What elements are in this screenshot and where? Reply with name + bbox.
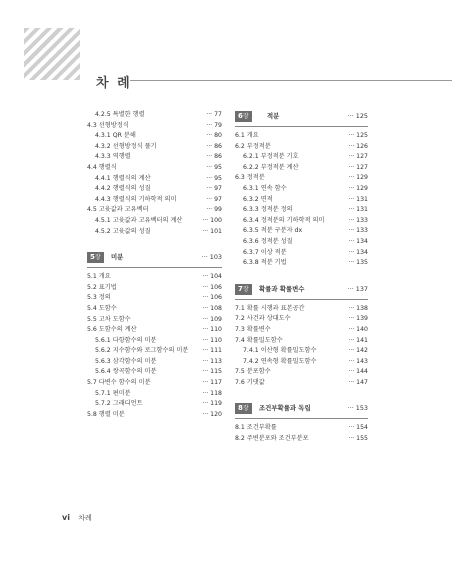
toc-entry-page: ··· 111	[202, 347, 222, 355]
toc-entry-page: ··· 129	[348, 174, 368, 182]
toc-entry-title: 8.1 조건부확률	[235, 424, 277, 432]
toc-entry-title: 4.3.3 역행렬	[95, 153, 131, 161]
toc-entry[interactable]	[87, 410, 222, 421]
toc-entry-page: ··· 77	[206, 111, 222, 118]
toc-entry[interactable]	[87, 336, 222, 347]
toc-entry-title: 4.3.2 선형방정식 풀기	[95, 142, 157, 150]
toc-entry[interactable]	[87, 216, 222, 227]
toc-entry-page: ··· 97	[206, 195, 222, 203]
decorative-stripes	[24, 28, 80, 80]
toc-entry[interactable]	[235, 173, 368, 184]
toc-entry-title: 6.3.8 적분 기법	[243, 259, 287, 267]
toc-entry[interactable]	[235, 367, 368, 378]
toc-entry[interactable]	[87, 357, 222, 368]
toc-entry-page: ··· 126	[348, 142, 368, 150]
toc-entry-title: 4.4.3 행렬식의 기하학적 의미	[95, 195, 177, 203]
chapter-title: 조건부확률과 독립	[259, 404, 311, 413]
toc-entry-page: ··· 133	[348, 216, 368, 224]
toc-entry[interactable]	[235, 325, 368, 336]
chapter-page: ··· 137	[347, 284, 368, 293]
toc-entry[interactable]	[87, 142, 222, 153]
toc-entry-page: ··· 117	[202, 379, 222, 387]
toc-column-left	[87, 110, 222, 420]
toc-entry-title: 7.4.1 이산형 확률밀도함수	[243, 347, 317, 355]
toc-entry[interactable]	[235, 304, 368, 315]
toc-entry-title: 6.3.3 정적분 정의	[243, 206, 293, 214]
toc-entry-page: ··· 110	[202, 326, 222, 334]
toc-entry[interactable]	[87, 399, 222, 410]
toc-entry-title: 6.3.5 적분 구분자 dx	[243, 227, 303, 235]
toc-entry-title: 6.2 부정적분	[235, 142, 271, 150]
chapter-title: 확률과 확률변수	[259, 284, 305, 293]
toc-entry-title: 5.1 개요	[87, 273, 111, 281]
toc-entry[interactable]	[87, 152, 222, 163]
chapter-badge: 5장	[87, 252, 104, 263]
chapter-badge: 8장	[235, 403, 252, 414]
toc-entry[interactable]	[87, 205, 222, 216]
toc-entry-title: 4.5 고윳값과 고유벡터	[87, 206, 149, 214]
toc-entry-page: ··· 79	[206, 121, 222, 129]
toc-entry-title: 5.7.2 그래디언트	[95, 400, 143, 408]
toc-entry-page: ··· 143	[348, 357, 368, 365]
toc-entry-page: ··· 86	[206, 153, 222, 161]
toc-list-chapter-5	[87, 272, 222, 420]
toc-entry-title: 5.6 도함수의 계산	[87, 326, 137, 334]
toc-entry-page: ··· 127	[348, 163, 368, 171]
toc-column-right	[235, 110, 368, 445]
toc-entry-page: ··· 129	[348, 184, 368, 192]
toc-entry[interactable]	[235, 378, 368, 389]
toc-entry-title: 5.6.1 다항함수의 미분	[95, 336, 157, 344]
toc-entry-page: ··· 134	[348, 248, 368, 256]
toc-entry[interactable]	[235, 226, 368, 237]
chapter-8-heading[interactable]	[235, 402, 368, 419]
toc-entry-page: ··· 100	[202, 216, 222, 224]
toc-entry-page: ··· 142	[348, 347, 368, 355]
toc-entry[interactable]	[87, 304, 222, 315]
toc-entry-page: ··· 144	[348, 368, 368, 376]
toc-entry-title: 4.3 선형방정식	[87, 121, 129, 129]
toc-entry-page: ··· 113	[202, 357, 222, 365]
toc-list-chapter-4	[87, 110, 222, 237]
toc-entry[interactable]	[87, 389, 222, 400]
toc-entry-title: 5.7 다변수 함수의 미분	[87, 379, 151, 387]
chapter-badge: 6장	[235, 111, 252, 122]
toc-entry-page: ··· 106	[202, 283, 222, 291]
toc-entry[interactable]	[87, 346, 222, 357]
toc-entry-title: 5.5 고차 도함수	[87, 315, 131, 323]
toc-entry-title: 7.2 사건과 상대도수	[235, 315, 291, 323]
toc-entry-page: ··· 109	[202, 315, 222, 323]
toc-entry-title: 5.3 정의	[87, 294, 111, 302]
toc-entry-title: 5.7.1 편미분	[95, 389, 131, 397]
toc-entry-title: 8.2 주변분포와 조건부분포	[235, 435, 309, 443]
toc-entry-page: ··· 135	[348, 259, 368, 267]
toc-entry[interactable]	[87, 367, 222, 378]
toc-entry-title: 6.1 개요	[235, 132, 259, 139]
toc-entry[interactable]	[235, 205, 368, 216]
toc-entry[interactable]	[87, 283, 222, 294]
toc-list-chapter-7	[235, 304, 368, 389]
chapter-page: ··· 153	[347, 404, 368, 413]
toc-entry-title: 5.8 행렬 미분	[87, 410, 125, 418]
toc-entry-title: 5.4 도함수	[87, 304, 117, 312]
toc-entry[interactable]	[235, 434, 368, 445]
toc-entry-page: ··· 99	[206, 206, 222, 214]
toc-entry-title: 6.2.2 부정적분 계산	[243, 163, 299, 171]
toc-entry-title: 5.2 표기법	[87, 283, 117, 291]
toc-entry-page: ··· 101	[202, 227, 222, 235]
chapter-badge: 7장	[235, 284, 252, 295]
toc-entry[interactable]	[235, 131, 368, 142]
toc-entry-page: ··· 80	[206, 132, 222, 140]
chapter-7-heading[interactable]	[235, 283, 368, 300]
toc-entry[interactable]	[235, 195, 368, 206]
toc-entry-page: ··· 155	[348, 435, 368, 443]
toc-entry-title: 4.4.2 행렬식의 성질	[95, 185, 151, 193]
toc-entry-title: 4.5.2 고윳값의 성질	[95, 227, 151, 235]
toc-entry[interactable]	[235, 314, 368, 325]
toc-entry-page: ··· 125	[348, 132, 368, 139]
toc-entry-page: ··· 120	[202, 410, 222, 418]
toc-entry-page: ··· 127	[348, 153, 368, 161]
toc-entry-page: ··· 86	[206, 142, 222, 150]
toc-entry-page: ··· 95	[206, 163, 222, 171]
toc-entry-page: ··· 131	[348, 195, 368, 203]
toc-entry-page: ··· 95	[206, 174, 222, 182]
toc-entry-title: 4.4 행렬식	[87, 163, 117, 171]
toc-entry-title: 6.3.7 이상 적분	[243, 248, 287, 256]
toc-entry[interactable]	[87, 131, 222, 142]
toc-entry-title: 7.4.2 연속형 확률밀도함수	[243, 357, 317, 365]
chapter-title: 미분	[111, 253, 124, 262]
toc-entry[interactable]	[235, 423, 368, 434]
page-number: vi	[62, 513, 70, 522]
toc-entry-title: 6.3 정적분	[235, 174, 265, 182]
toc-entry[interactable]	[87, 163, 222, 174]
toc-entry-page: ··· 133	[348, 227, 368, 235]
page-title: 차 례	[96, 76, 132, 91]
title-rule	[130, 80, 452, 81]
page-footer	[62, 513, 92, 523]
toc-entry-title: 7.1 확률 시행과 표본공간	[235, 304, 305, 312]
toc-list-chapter-6	[235, 131, 368, 269]
toc-entry-title: 7.5 분포함수	[235, 368, 271, 376]
toc-entry-page: ··· 140	[348, 325, 368, 333]
toc-entry[interactable]	[87, 121, 222, 132]
chapter-5-heading[interactable]	[87, 251, 222, 268]
toc-entry[interactable]	[235, 248, 368, 259]
toc-entry-title: 7.4 확률밀도함수	[235, 336, 283, 344]
toc-entry-page: ··· 134	[348, 237, 368, 245]
toc-entry[interactable]	[87, 184, 222, 195]
chapter-page: ··· 125	[347, 112, 368, 120]
chapter-6-heading[interactable]	[235, 110, 368, 127]
toc-entry-title: 4.4.1 행렬식의 계산	[95, 174, 151, 182]
toc-entry[interactable]	[235, 142, 368, 153]
toc-entry[interactable]	[87, 325, 222, 336]
toc-entry-title: 5.6.4 쌍곡함수의 미분	[95, 368, 157, 376]
toc-entry-page: ··· 119	[202, 400, 222, 408]
toc-entry[interactable]	[87, 227, 222, 238]
toc-entry[interactable]	[235, 357, 368, 368]
toc-entry[interactable]	[235, 152, 368, 163]
toc-list-chapter-8	[235, 423, 368, 444]
toc-entry[interactable]	[87, 110, 222, 121]
toc-entry-title: 6.3.1 연속 함수	[243, 184, 287, 192]
toc-entry-page: ··· 131	[348, 206, 368, 214]
toc-entry-title: 4.5.1 고윳값과 고유벡터의 계산	[95, 216, 183, 224]
toc-entry-page: ··· 115	[202, 368, 222, 376]
toc-entry[interactable]	[235, 184, 368, 195]
toc-entry-title: 6.3.4 정적분의 기하학적 의미	[243, 216, 325, 224]
running-head: 차례	[78, 514, 92, 522]
toc-entry[interactable]	[87, 315, 222, 326]
chapter-title: 적분	[267, 112, 280, 120]
toc-entry-title: 4.3.1 QR 분해	[95, 132, 136, 140]
toc-entry-title: 5.6.2 지수함수와 로그함수의 미분	[95, 347, 189, 355]
toc-entry[interactable]	[235, 216, 368, 227]
toc-entry-page: ··· 97	[206, 185, 222, 193]
toc-entry-title: 4.2.5 특별한 행렬	[95, 111, 145, 118]
toc-entry[interactable]	[87, 195, 222, 206]
toc-entry[interactable]	[235, 163, 368, 174]
toc-entry[interactable]	[235, 237, 368, 248]
toc-entry-title: 6.2.1 부정적분 기호	[243, 153, 299, 161]
toc-entry-title: 5.6.3 삼각함수의 미분	[95, 357, 157, 365]
toc-entry-page: ··· 154	[348, 424, 368, 432]
toc-entry-page: ··· 118	[202, 389, 222, 397]
toc-entry[interactable]	[87, 174, 222, 185]
toc-entry-title: 7.3 확률변수	[235, 325, 271, 333]
toc-entry[interactable]	[235, 336, 368, 347]
toc-entry-title: 6.3.2 면적	[243, 195, 273, 203]
toc-entry-page: ··· 147	[348, 378, 368, 386]
toc-entry[interactable]	[87, 293, 222, 304]
toc-entry-page: ··· 106	[202, 294, 222, 302]
toc-entry-page: ··· 108	[202, 304, 222, 312]
toc-entry-title: 7.6 기댓값	[235, 378, 265, 386]
toc-entry-page: ··· 141	[348, 336, 368, 344]
toc-entry-title: 6.3.6 정적분 성질	[243, 237, 293, 245]
toc-entry[interactable]	[87, 272, 222, 283]
chapter-page: ··· 103	[201, 253, 222, 262]
toc-entry[interactable]	[235, 346, 368, 357]
toc-entry-page: ··· 110	[202, 336, 222, 344]
toc-entry-page: ··· 138	[348, 304, 368, 312]
toc-entry[interactable]	[87, 378, 222, 389]
toc-entry-page: ··· 104	[202, 273, 222, 281]
toc-entry-page: ··· 139	[348, 315, 368, 323]
toc-entry[interactable]	[235, 258, 368, 269]
